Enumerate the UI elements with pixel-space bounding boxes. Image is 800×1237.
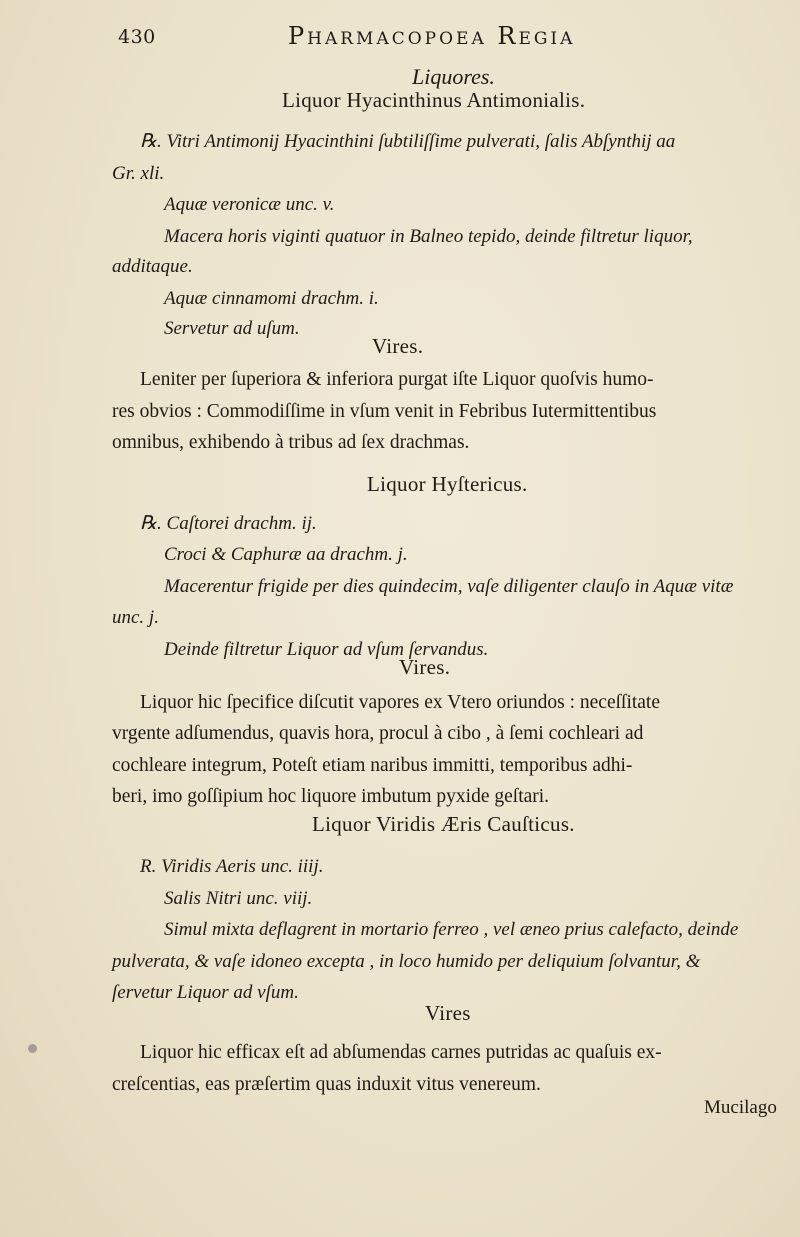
vires-line: omnibus, exhibendo à tribus ad ſex drachmas. bbox=[112, 432, 470, 453]
recipe-line: ſervetur Liquor ad vſum. bbox=[112, 982, 299, 1003]
recipe-line: Servetur ad uſum. bbox=[164, 318, 300, 339]
recipe-title: Liquor Viridis Æris Cauſticus. bbox=[312, 812, 575, 836]
running-title: Pharmacopoea Regia bbox=[288, 22, 576, 50]
recipe-line: ℞. Vitri Antimonij Hyacinthini ſubtiliſſime pulverati, ſalis Abſynthij aa bbox=[140, 131, 676, 152]
vires-heading: Vires. bbox=[372, 334, 424, 358]
vires-line: cochleare integrum, Poteſt etiam naribus immitti, temporibus adhi- bbox=[112, 755, 633, 776]
vires-line: res obvios : Commodiſſime in vſum venit in Febribus Iutermittentibus bbox=[112, 401, 657, 422]
recipe-line: Macera horis viginti quatuor in Balneo tepido, deinde filtretur liquor, bbox=[164, 226, 693, 247]
recipe-title: Liquor Hyſtericus. bbox=[367, 472, 528, 496]
vires-line: Liquor hic efficax eſt ad abſumendas carnes putridas ac quaſuis ex- bbox=[140, 1042, 662, 1063]
vires-line: vrgente adſumendus, quavis hora, procul à cibo , à ſemi cochleari ad bbox=[112, 723, 644, 744]
recipe-line: Macerentur frigide per dies quindecim, vaſe diligenter clauſo in Aquæ vitæ bbox=[164, 576, 734, 597]
recipe-line: Aquæ veronicæ unc. v. bbox=[164, 194, 335, 215]
recipe-line: Salis Nitri unc. viij. bbox=[164, 888, 313, 909]
catchword: Mucilago bbox=[704, 1097, 777, 1118]
recipe-line: Aquæ cinnamomi drachm. i. bbox=[164, 288, 379, 309]
page-number: 430 bbox=[118, 26, 156, 48]
page-header bbox=[118, 22, 758, 56]
vires-heading: Vires bbox=[425, 1001, 471, 1025]
recipe-title: Liquor Hyacinthinus Antimonialis. bbox=[282, 88, 586, 112]
vires-line: Liquor hic ſpecifice diſcutit vapores ex Vtero oriundos : neceſſitate bbox=[140, 692, 661, 713]
section-title: Liquores. bbox=[412, 64, 495, 89]
vires-heading: Vires. bbox=[399, 655, 451, 679]
vires-line: creſcentias, eas præſertim quas induxit vitus venereum. bbox=[112, 1074, 541, 1095]
ink-spot-decoration bbox=[28, 1044, 37, 1053]
recipe-line: Gr. xli. bbox=[112, 163, 165, 184]
recipe-line: ℞. Caſtorei drachm. ij. bbox=[140, 513, 317, 534]
recipe-line: R. Viridis Aeris unc. iiij. bbox=[140, 856, 324, 877]
recipe-line: Simul mixta deflagrent in mortario ferreo , vel æneo prius calefacto, deinde bbox=[164, 919, 739, 940]
recipe-line: Deinde filtretur Liquor ad vſum ſervandus. bbox=[164, 639, 489, 660]
recipe-line: unc. j. bbox=[112, 607, 159, 628]
recipe-line: Croci & Caphuræ aa drachm. j. bbox=[164, 544, 408, 565]
recipe-line: pulverata, & vaſe idoneo excepta , in loco humido per deliquium ſolvantur, & bbox=[112, 951, 701, 972]
vires-line: beri, imo goſſipium hoc liquore imbutum pyxide geſtari. bbox=[112, 786, 550, 807]
vires-line: Leniter per ſuperiora & inferiora purgat iſte Liquor quoſvis humo- bbox=[140, 369, 654, 390]
recipe-line: additaque. bbox=[112, 256, 193, 277]
